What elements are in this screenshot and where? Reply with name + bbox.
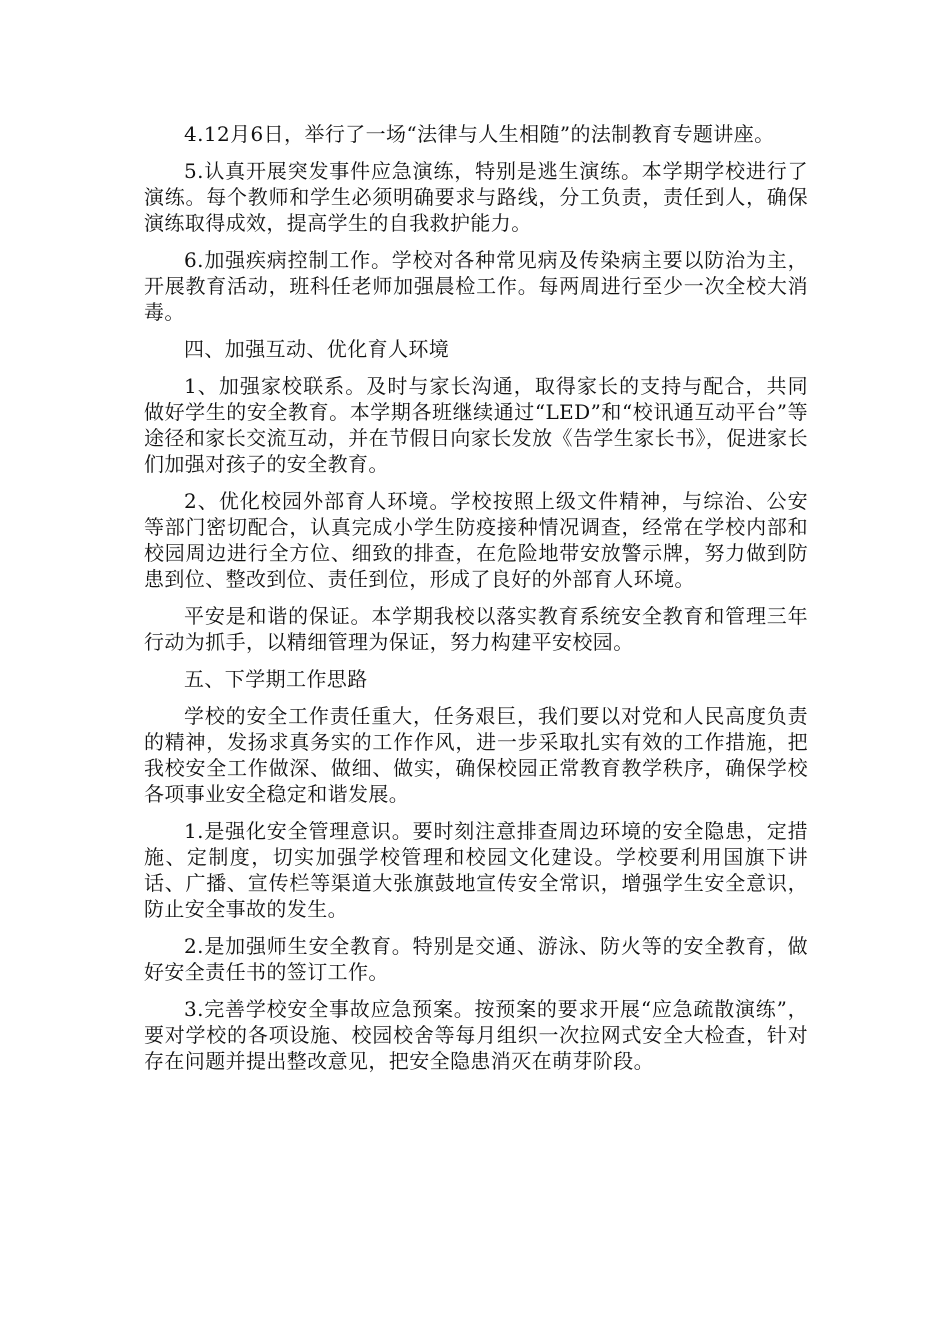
paragraph-external-environment: 2、优化校园外部育人环境。学校按照上级文件精神，与综治、公安等部门密切配合，认真完成小学生防疫接种情况调查，经常在学校内部和校园周边进行全方位、细致的排查，在危险地带安放警示牌，努力做到防患到位、整改到位、责任到位，形成了良好的外部育人环境。 bbox=[144, 489, 808, 591]
document-body bbox=[144, 121, 808, 1085]
paragraph-summary: 平安是和谐的保证。本学期我校以落实教育系统安全教育和管理三年行动为抓手，以精细管理为保证，努力构建平安校园。 bbox=[144, 604, 808, 654]
section-heading-4: 四、加强互动、优化育人环境 bbox=[184, 337, 450, 361]
paragraph-next-term-intro: 学校的安全工作责任重大，任务艰巨，我们要以对党和人民高度负责的精神，发扬求真务实的工作作风，进一步采取扎实有效的工作措施，把我校安全工作做深、做细、做实，确保校园正常教育教学秩序，确保学校各项事业安全稳定和谐发展。 bbox=[144, 704, 808, 806]
paragraph-home-school: 1、加强家校联系。及时与家长沟通，取得家长的支持与配合，共同做好学生的安全教育。本学期各班继续通过“LED”和“校讯通互动平台”等途径和家长交流互动，并在节假日向家长发放《告学生家长书》，促进家长们加强对孩子的安全教育。 bbox=[144, 374, 808, 476]
paragraph-item-4: 4.12月6日，举行了一场“法律与人生相随”的法制教育专题讲座。 bbox=[184, 122, 775, 146]
section-heading-5: 五、下学期工作思路 bbox=[184, 667, 368, 691]
paragraph-next-term-3: 3.完善学校安全事故应急预案。按预案的要求开展“应急疏散演练”，要对学校的各项设施、校园校舍等每月组织一次拉网式安全大检查，针对存在问题并提出整改意见，把安全隐患消灭在萌芽阶段。 bbox=[144, 997, 808, 1073]
paragraph-next-term-1: 1.是强化安全管理意识。要时刻注意排查周边环境的安全隐患，定措施、定制度，切实加强学校管理和校园文化建设。学校要利用国旗下讲话、广播、宣传栏等渠道大张旗鼓地宣传安全常识，增强学生安全意识，防止安全事故的发生。 bbox=[144, 819, 808, 921]
paragraph-next-term-2: 2.是加强师生安全教育。特别是交通、游泳、防火等的安全教育，做好安全责任书的签订工作。 bbox=[144, 934, 808, 984]
paragraph-item-6: 6.加强疾病控制工作。学校对各种常见病及传染病主要以防治为主，开展教育活动，班科任老师加强晨检工作。每两周进行至少一次全校大消毒。 bbox=[144, 248, 808, 324]
paragraph-item-5: 5.认真开展突发事件应急演练，特别是逃生演练。本学期学校进行了演练。每个教师和学生必须明确要求与路线，分工负责，责任到人，确保演练取得成效，提高学生的自我救护能力。 bbox=[144, 159, 808, 235]
